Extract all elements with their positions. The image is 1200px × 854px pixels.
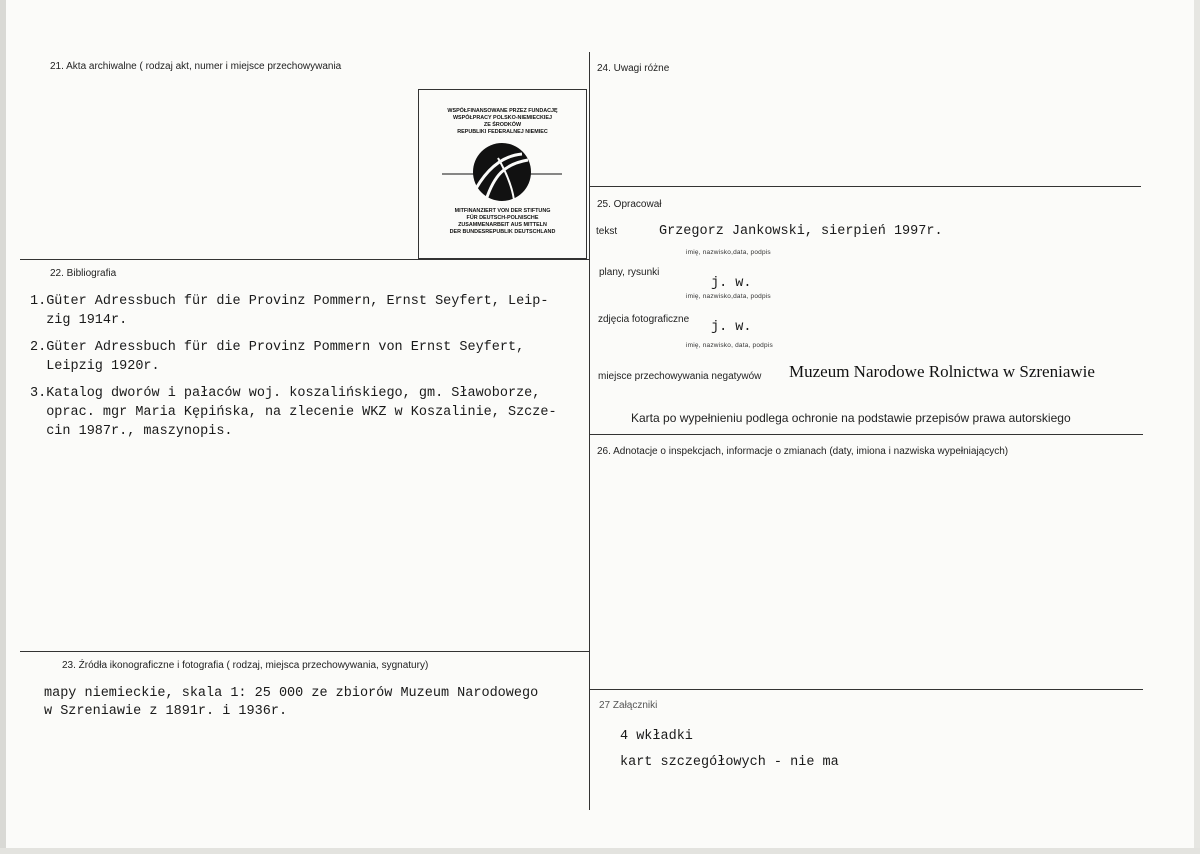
section-23-label: 23. Źródła ikonograficzne i fotografia ( rodzaj, miejsca przechowywania, sygnatury) [62, 660, 429, 671]
tekst-value: Grzegorz Jankowski, sierpień 1997r. [659, 224, 943, 239]
bibliography-list [30, 292, 557, 449]
center-divider [589, 52, 590, 810]
section-24-label: 24. Uwagi różne [597, 63, 670, 74]
zdjecia-value: j. w. [711, 320, 752, 335]
negatywy-value: Muzeum Narodowe Rolnictwa w Szreniawie [789, 362, 1095, 381]
bibliography-item: 3.Katalog dworów i pałaców woj. koszalińskiego, gm. Sławoborze, oprac. mgr Maria Kępińska, na zlecenie WKZ w Koszalinie, Szcze- cin 1987r., maszynopis. [30, 386, 557, 439]
divider-22-23 [20, 651, 589, 652]
section-27-label: 27 Załączniki [599, 700, 658, 711]
divider-26-27 [589, 689, 1143, 690]
attachments-line-2: kart szczegółowych - nie ma [620, 755, 839, 770]
copyright-note: Karta po wypełnieniu podlega ochronie na podstawie przepisów prawa autorskiego [631, 411, 1071, 425]
section-21-label: 21. Akta archiwalne ( rodzaj akt, numer i miejsce przechowywania [50, 61, 342, 72]
section-25-label: 25. Opracował [597, 199, 662, 210]
logo-text-german: MITFINANZIERT VON DER STIFTUNG FÜR DEUTSCH-POLNISCHE ZUSAMMENARBEIT AUS MITTELN DER BUNDESREPUBLIK DEUTSCHLAND [449, 208, 556, 235]
tekst-label: tekst [596, 226, 618, 237]
zdjecia-label: zdjęcia fotograficzne [598, 314, 690, 325]
zdjecia-hint: imię, nazwisko, data, podpis [686, 342, 773, 349]
logo-text-polish: WSPÓŁFINANSOWANE PRZEZ FUNDACJĘ WSPÓŁPRACY POLSKO-NIEMIECKIEJ ZE ŚRODKÓW REPUBLIKI FEDERALNEJ NIEMIEC [447, 108, 558, 135]
page-edge-right [1194, 0, 1200, 854]
page-edge-left [0, 0, 6, 854]
attachments-line-1: 4 wkładki [620, 729, 693, 744]
section-22-label: 22. Bibliografia [50, 268, 117, 279]
iconography-line-2: w Szreniawie z 1891r. i 1936r. [44, 704, 288, 719]
plany-label: plany, rysunki [599, 267, 660, 278]
section-26-label: 26. Adnotacje o inspekcjach, informacje o zmianach (daty, imiona i nazwiska wypełniających) [597, 446, 1009, 457]
negatywy-label: miejsce przechowywania negatywów [598, 371, 762, 382]
bibliography-item: 2.Güter Adressbuch für die Provinz Pommern von Ernst Seyfert, Leipzig 1920r. [30, 340, 525, 374]
plany-hint: imię, nazwisko,data, podpis [686, 293, 771, 300]
page-edge-bottom [0, 848, 1200, 854]
divider-25-26 [589, 434, 1143, 435]
divider-21-22 [20, 259, 589, 260]
iconography-line-1: mapy niemieckie, skala 1: 25 000 ze zbiorów Muzeum Narodowego [44, 686, 539, 701]
foundation-logo [418, 89, 587, 259]
plany-value: j. w. [711, 276, 752, 291]
bibliography-item: 1.Güter Adressbuch für die Provinz Pommern, Ernst Seyfert, Leip- zig 1914r. [30, 294, 549, 328]
tekst-hint: imię, nazwisko,data, podpis [686, 249, 771, 256]
divider-24-25 [589, 186, 1141, 187]
foundation-emblem-icon [442, 142, 562, 204]
